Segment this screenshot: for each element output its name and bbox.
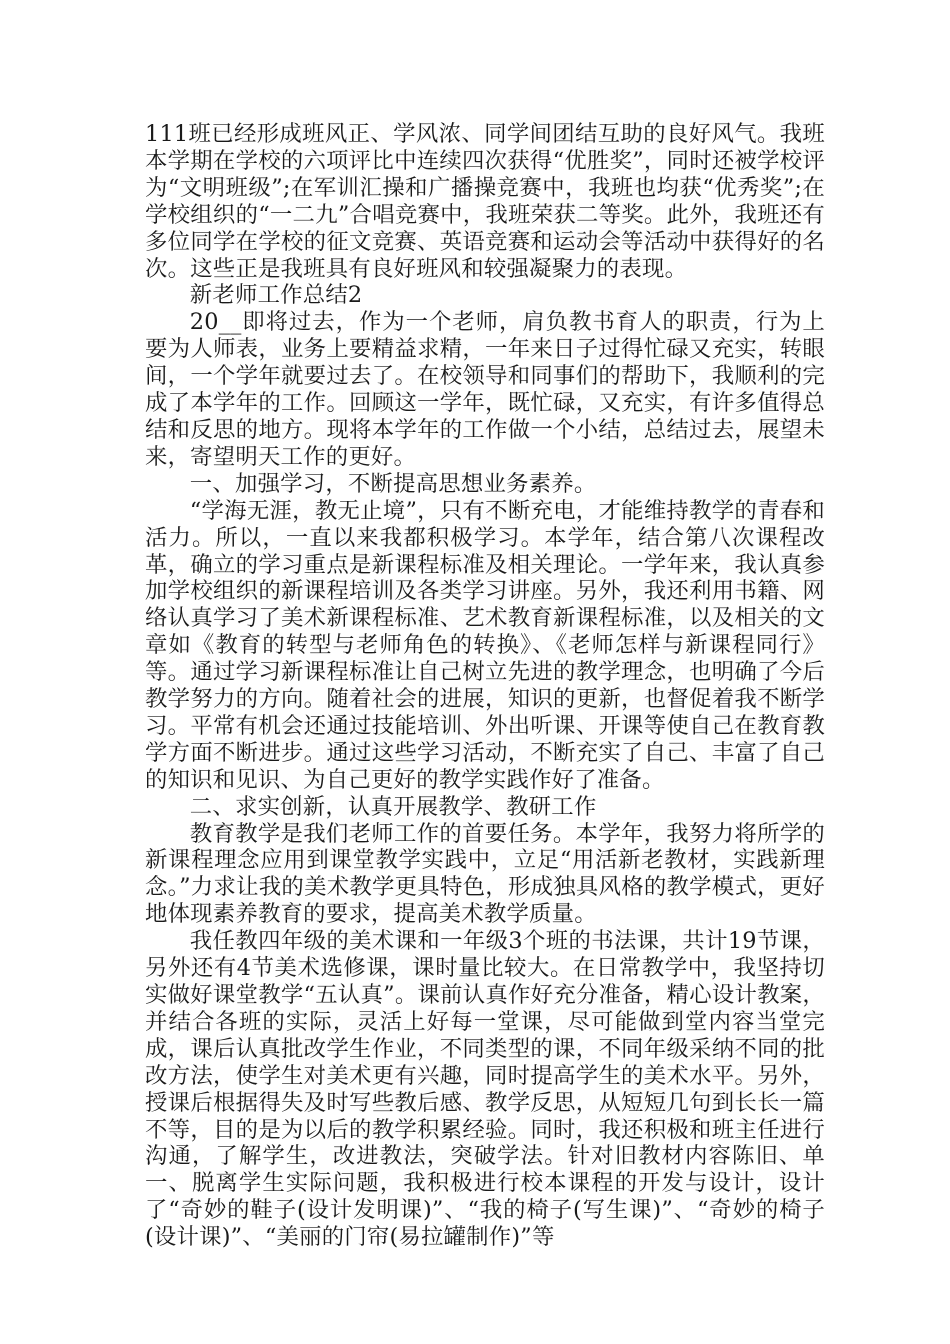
section-title: 新老师工作总结2 bbox=[189, 282, 363, 309]
document-body bbox=[145, 121, 825, 1251]
paragraph-learning: “学海无涯，教无止境”，只有不断充电，才能维持教学的青春和活力。所以，一直以来我都积极学习。本学年，结合第八次课程改革，确立的学习重点是新课程标准及相关理论。一学年来，我认真参加学校组织的新课程培训及各类学习讲座。另外，我还利用书籍、网络认真学习了美术新课程标准、艺术教育新课程标准，以及相关的文章如《教育的转型与老师角色的转换》、《老师怎样与新课程同行》等。通过学习新课程标准让自己树立先进的教学理念，也明确了今后教学努力的方向。随着社会的进展，知识的更新，也督促着我不断学习。平常有机会还通过技能培训、外出听课、开课等使自己在教育教学方面不断进步。通过这些学习活动，不断充实了自己、丰富了自己的知识和见识、为自己更好的教学实践作好了准备。 bbox=[145, 497, 825, 793]
heading-1: 一、加强学习，不断提高思想业务素养。 bbox=[189, 470, 597, 497]
paragraph-intro: 20__即将过去，作为一个老师，肩负教书育人的职责，行为上要为人师表，业务上要精益求精，一年来日子过得忙碌又充实，转眼间，一个学年就要过去了。在校领导和同事们的帮助下，我顺利的完成了本学年的工作。回顾这一学年，既忙碌，又充实，有许多值得总结和反思的地方。现将本学年的工作做一个小结，总结过去，展望未来，寄望明天工作的更好。 bbox=[145, 309, 825, 470]
paragraph-classes: 我任教四年级的美术课和一年级3个班的书法课，共计19节课，另外还有4节美术选修课，课时量比较大。在日常教学中，我坚持切实做好课堂教学“五认真”。课前认真作好充分准备，精心设计教案，并结合各班的实际，灵活上好每一堂课，尽可能做到堂内容当堂完成，课后认真批改学生作业，不同类型的课，不同年级采纳不同的批改方法，使学生对美术更有兴趣，同时提高学生的美术水平。另外，授课后根据得失及时写些教后感、教学反思，从短短几句到长长一篇不等，目的是为以后的教学积累经验。同时，我还积极和班主任进行沟通，了解学生，改进教法，突破学法。针对旧教材内容陈旧、单一、脱离学生实际问题，我积极进行校本课程的开发与设计，设计了“奇妙的鞋子(设计发明课)”、“我的椅子(写生课)”、“奇妙的椅子(设计课)”、“美丽的门帘(易拉罐制作)”等 bbox=[145, 928, 825, 1251]
paragraph-class-achievements: 111班已经形成班风正、学风浓、同学间团结互助的良好风气。我班本学期在学校的六项评比中连续四次获得“优胜奖”，同时还被学校评为“文明班级”;在军训汇操和广播操竞赛中，我班也均获“优秀奖”;在学校组织的“一二九”合唱竞赛中，我班荣获二等奖。此外，我班还有多位同学在学校的征文竞赛、英语竞赛和运动会等活动中获得好的名次。这些正是我班具有良好班风和较强凝聚力的表现。 bbox=[145, 121, 825, 282]
paragraph-teaching: 教育教学是我们老师工作的首要任务。本学年，我努力将所学的新课程理念应用到课堂教学实践中，立足“用活新老教材，实践新理念。”力求让我的美术教学更具特色，形成独具风格的教学模式，更好地体现素养教育的要求，提高美术教学质量。 bbox=[145, 820, 825, 928]
heading-2: 二、求实创新，认真开展教学、教研工作 bbox=[189, 793, 597, 820]
